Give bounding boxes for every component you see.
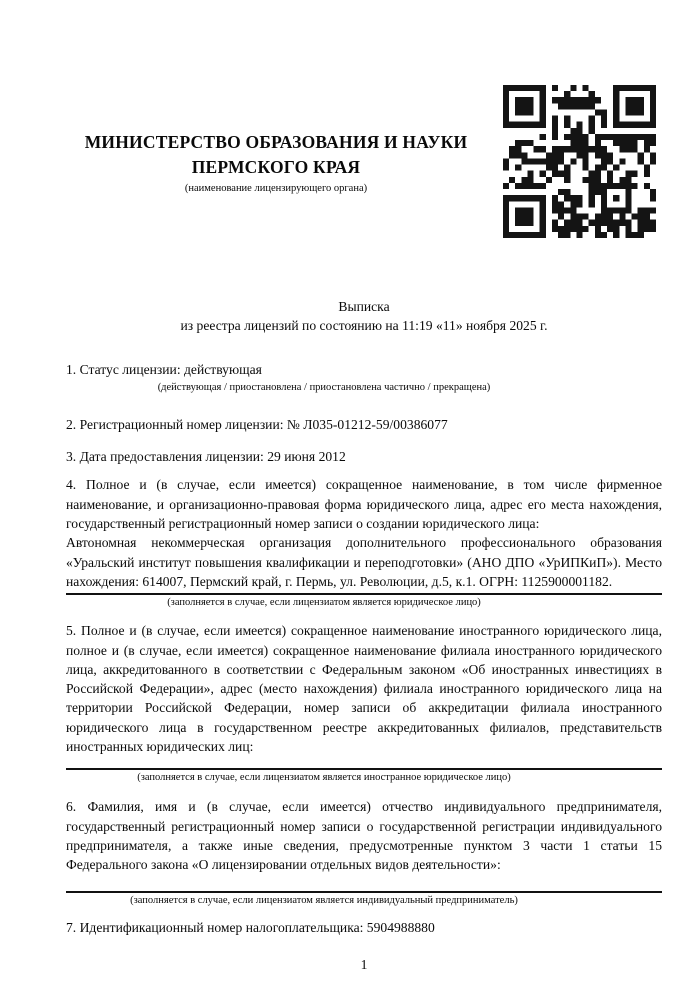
document-body bbox=[66, 0, 662, 974]
item-4-licensee-value: Автономная некоммерческая организация дополнительного профессионального образования «Уральский институт повышения квалификации и переподготовки» (АНО ДПО «УрИПКиП»). Место нахождения: 614007, Пермский край, г. Пермь, ул. Революции, д.5, к.1. ОГРН: 1125900001182. bbox=[66, 533, 662, 595]
item-7-taxpayer-number: 7. Идентификационный номер налогоплательщика: 5904988880 bbox=[66, 919, 435, 935]
item-6-fill-line bbox=[66, 891, 662, 893]
item-4-caption: (заполняется в случае, если лицензиатом является юридическое лицо) bbox=[167, 597, 481, 609]
item-5-fill-line bbox=[66, 768, 662, 770]
document-title-block bbox=[66, 297, 662, 336]
item-5-statement: 5. Полное и (в случае, если имеется) сокращенное наименование иностранного юридического лица, полное и (в случае, если имеется) сокращенное наименование филиала иностранного юридического лица, аккредитованного в соответствии с Федеральным законом «Об иностранных инвестициях в Российской Федерации», адрес (место нахождения) филиала иностранного юридического лица на территории Российской Федерации, номер записи об аккредитации филиала иностранного юридического лица в государственном реестре аккредитованных филиалов, представительств иностранных юридических лиц: bbox=[66, 623, 662, 755]
item-5-caption: (заполняется в случае, если лицензиатом является иностранное юридическое лицо) bbox=[137, 772, 511, 784]
item-6-statement: 6. Фамилия, имя и (в случае, если имеется) отчество индивидуального предпринимателя, государственный регистрационный номер записи о государственной регистрации индивидуального предпринимателя, а также иные сведения, предусмотренные пунктом 3 части 1 статьи 15 Федерального закона «О лицензировании отдельных видов деятельности»: bbox=[66, 799, 662, 873]
document-subtitle: из реестра лицензий по состоянию на 11:19 «11» ноября 2025 г. bbox=[180, 318, 548, 334]
page-number: 1 bbox=[360, 956, 368, 972]
item-1-license-status: 1. Статус лицензии: действующая bbox=[66, 361, 262, 377]
ministry-name-line2: ПЕРМСКОГО КРАЯ bbox=[191, 157, 361, 177]
item-2-registration-number: 2. Регистрационный номер лицензии: № Л035-01212-59/00386077 bbox=[66, 416, 448, 432]
document-title: Выписка bbox=[338, 299, 390, 314]
ministry-name-caption: (наименование лицензирующего органа) bbox=[184, 183, 368, 194]
item-1-caption: (действующая / приостановлена / приостановлена частично / прекращена) bbox=[157, 381, 491, 393]
ministry-name-line1: МИНИСТЕРСТВО ОБРАЗОВАНИЯ И НАУКИ bbox=[84, 132, 468, 152]
item-6-caption: (заполняется в случае, если лицензиатом является индивидуальный предприниматель) bbox=[130, 894, 518, 906]
item-3-grant-date: 3. Дата предоставления лицензии: 29 июня 2012 bbox=[66, 449, 346, 465]
item-4-statement: 4. Полное и (в случае, если имеется) сокращенное наименование, в том числе фирменное наименование, и организационно-правовая форма юридического лица, адрес его места нахождения, государственный регистрационный номер записи о создании юридического лица: bbox=[66, 477, 662, 532]
